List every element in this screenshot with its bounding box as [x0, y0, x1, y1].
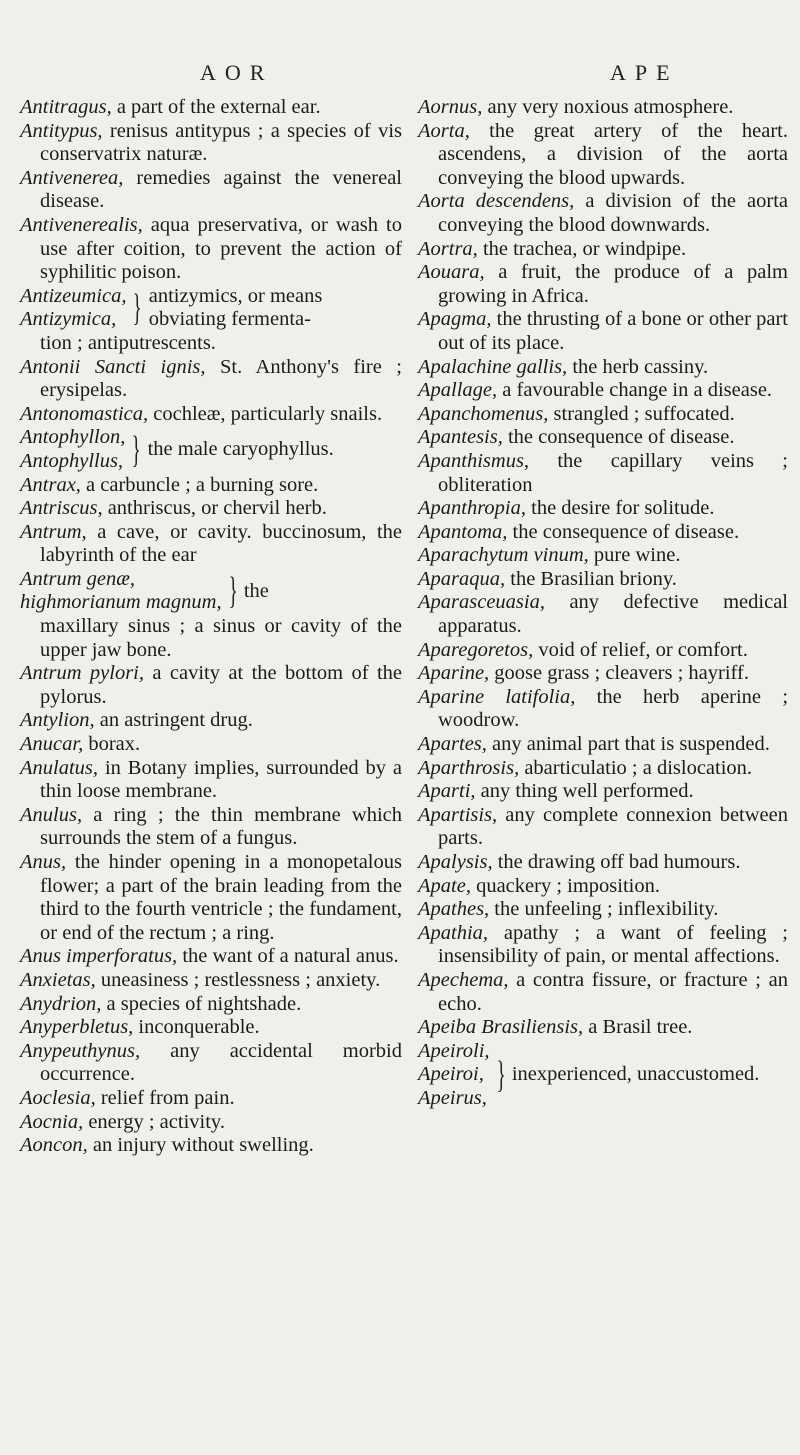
entry-term: Anus imperforatus, [20, 945, 178, 968]
entry-definition: a ring ; the thin membrane which surrounds the stem of a fungus. [40, 803, 402, 850]
dictionary-entry [418, 261, 788, 308]
entry-term: Apartes, [418, 733, 487, 756]
entry-term: Antylion, [20, 709, 95, 732]
entry-term: Anyperbletus, [20, 1016, 134, 1039]
entry-term: Antitragus, [20, 96, 112, 118]
entry-definition: inconquerable. [133, 1016, 260, 1039]
entry-term: Apathia, [418, 921, 489, 944]
dictionary-entry [418, 757, 788, 781]
entry-definition: the drawing off bad humours. [492, 851, 741, 873]
entry-definition: the great artery of the heart. ascendens, a division of the aorta conveying the blood upwards. [438, 119, 788, 189]
entry-definition: a favourable change in a disease. [497, 379, 773, 402]
brace-glyph: } [496, 1054, 506, 1097]
dictionary-entry [418, 379, 788, 403]
entry-definition: in Botany implies, surrounded by a thin loose membrane. [40, 756, 402, 803]
right-column [418, 96, 788, 1111]
dictionary-entry-group [20, 568, 402, 662]
entry-term: Apanthropia, [418, 497, 527, 520]
entry-term: Apantoma, [418, 520, 508, 543]
entry-term: Aoncon, [20, 1134, 88, 1157]
brace-glyph: } [228, 570, 238, 613]
entry-definition: remedies against the venereal disease. [40, 166, 402, 213]
entry-term: Aoclesia, [20, 1086, 96, 1109]
dictionary-entry [418, 497, 788, 521]
entry-definition: the trachea, or windpipe. [477, 237, 687, 260]
entry-term: Apantesis, [418, 426, 503, 449]
entry-definition: any defective medical apparatus. [438, 591, 788, 638]
dictionary-entry [418, 662, 788, 686]
dictionary-entry [418, 733, 788, 757]
entry-term: Apeiroi, [418, 1063, 484, 1086]
running-header [0, 60, 800, 88]
entry-term: Antophyllon, [20, 426, 126, 449]
entry-term: Aparti, [418, 780, 476, 803]
entry-term: Aouara, [418, 261, 485, 284]
entry-definition: any thing well performed. [475, 780, 694, 803]
entry-definition: renisus antitypus ; a species of vis conservatrix naturæ. [40, 119, 402, 166]
entry-term: Apallage, [418, 379, 498, 402]
dictionary-entry [418, 356, 788, 380]
brace-glyph: } [131, 428, 142, 471]
dictionary-entry [418, 426, 788, 450]
entry-definition: borax. [83, 733, 141, 756]
entry-term: Apalachine gallis, [418, 355, 568, 378]
dictionary-entry [20, 733, 402, 757]
dictionary-entry [20, 474, 402, 498]
entry-term: Anulatus, [20, 756, 99, 779]
left-column [20, 96, 402, 1158]
running-head-right: APE [610, 60, 679, 85]
entry-term: highmorianum magnum, [20, 591, 222, 614]
entry-definition: the desire for solitude. [526, 497, 715, 520]
entry-definition: antizymics, or means obviating fermenta- [148, 284, 323, 331]
dictionary-entry [20, 1087, 402, 1111]
entry-definition: pure wine. [588, 544, 681, 567]
dictionary-entry [418, 922, 788, 969]
dictionary-entry [20, 1016, 402, 1040]
entry-term: Aparthrosis, [418, 756, 520, 779]
entry-definition: goose grass ; cleavers ; hayriff. [489, 662, 749, 685]
dictionary-entry [20, 497, 402, 521]
entry-term: Aparine latifolia, [418, 685, 576, 708]
entry-definition: the consequence of disease. [502, 426, 735, 449]
entry-definition: a Brasil tree. [583, 1016, 693, 1039]
dictionary-entry [20, 945, 402, 969]
entry-term: Apate, [418, 874, 471, 897]
dictionary-entry [418, 804, 788, 851]
entry-term: Antitypus, [20, 119, 103, 142]
entry-term: Anxietas, [20, 968, 96, 991]
entry-definition: aqua preservativa, or wash to use after coition, to prevent the action of syphilitic poison. [40, 213, 402, 284]
dictionary-entry [20, 120, 402, 167]
dictionary-entry [418, 308, 788, 355]
entry-definition: an injury without swelling. [87, 1134, 314, 1157]
entry-definition: inexperienced, unaccustomed. [511, 1063, 760, 1086]
entry-definition: the hinder opening in a monopetalous flower; a part of the brain leading from the third to the fourth ventricle ; the fundament, or end of the rectum ; a ring. [40, 851, 402, 944]
entry-definition: any very noxious atmosphere. [482, 96, 734, 118]
entry-definition: a contra fissure, or fracture ; an echo. [438, 968, 788, 1015]
entry-term: Antivenerea, [20, 166, 124, 189]
entry-term: Apeiroli, [418, 1039, 490, 1062]
entry-continuation: tion ; antiputrescents. [40, 331, 216, 354]
entry-definition: relief from pain. [95, 1086, 235, 1109]
entry-term: Antonii Sancti ignis, [20, 355, 206, 378]
dictionary-entry [20, 1111, 402, 1135]
dictionary-entry [418, 898, 788, 922]
entry-definition: a cave, or cavity. buccinosum, the labyrinth of the ear [40, 520, 402, 567]
dictionary-entry [418, 875, 788, 899]
entry-term: Aocnia, [20, 1110, 84, 1133]
entry-definition: the capillary veins ; obliteration [438, 449, 788, 496]
dictionary-entry [418, 96, 788, 120]
dictionary-entry [418, 544, 788, 568]
entry-definition: quackery ; imposition. [470, 874, 660, 897]
entry-definition: anthriscus, or chervil herb. [102, 497, 327, 520]
entry-term: Anulus, [20, 803, 83, 826]
dictionary-entry [20, 1134, 402, 1158]
dictionary-entry [20, 403, 402, 427]
entry-definition: strangled ; suffocated. [548, 402, 735, 425]
entry-term: Antrax, [20, 473, 81, 496]
entry-definition: an astringent drug. [94, 709, 253, 732]
dictionary-entry [20, 662, 402, 709]
dictionary-entry [418, 591, 788, 638]
entry-term: Antophyllus, [20, 449, 124, 472]
entry-definition: a carbuncle ; a burning sore. [80, 473, 319, 496]
dictionary-entry [418, 568, 788, 592]
dictionary-entry [20, 521, 402, 568]
dictionary-entry [418, 780, 788, 804]
entry-definition: a division of the aorta conveying the blood downwards. [438, 190, 788, 236]
entry-term: Aparine, [418, 662, 490, 685]
dictionary-entry [20, 709, 402, 733]
entry-term: Apeiba Brasiliensis, [418, 1016, 584, 1039]
entry-definition: St. Anthony's fire ; erysipelas. [40, 355, 403, 402]
entry-term: Antizeumica, [20, 284, 127, 307]
dictionary-entry [20, 804, 402, 851]
entry-definition: any accidental morbid occurrence. [40, 1039, 402, 1086]
entry-term: Apagma, [418, 308, 492, 331]
entry-term: Apeirus, [418, 1086, 487, 1109]
entry-term: Antrum genæ, [20, 567, 136, 590]
entry-definition: the unfeeling ; inflexibility. [489, 898, 719, 921]
dictionary-entry [418, 403, 788, 427]
dictionary-entry [20, 851, 402, 945]
entry-term: Anucar, [20, 733, 84, 756]
entry-continuation: maxillary sinus ; a sinus or cavity of the upper jaw bone. [40, 615, 402, 661]
entry-definition: uneasiness ; restlessness ; anxiety. [95, 968, 381, 991]
entry-term: Aparegoretos, [418, 638, 534, 661]
dictionary-entry [418, 969, 788, 1016]
running-head-left: AOR [200, 60, 274, 85]
dictionary-entry [20, 969, 402, 993]
dictionary-entry [418, 639, 788, 663]
entry-definition: energy ; activity. [83, 1110, 225, 1133]
entry-definition: a part of the external ear. [111, 96, 321, 118]
entry-term: Apechema, [418, 968, 509, 991]
entry-term: Apartisis, [418, 803, 498, 826]
entry-term: Anypeuthynus, [20, 1039, 141, 1062]
entry-definition: apathy ; a want of feeling ; insensibility of pain, or mental affections. [438, 921, 788, 968]
dictionary-entry [418, 190, 788, 237]
entry-definition: the want of a natural anus. [177, 945, 399, 968]
dictionary-entry [418, 120, 788, 191]
dictionary-entry [20, 993, 402, 1017]
entry-definition: the Brasilian briony. [505, 567, 677, 590]
dictionary-entry [20, 757, 402, 804]
entry-term: Antrum, [20, 520, 87, 543]
dictionary-entry [418, 521, 788, 545]
entry-term: Antrum pylori, [20, 662, 144, 685]
dictionary-entry [418, 450, 788, 497]
entry-term: Aortra, [418, 237, 478, 260]
entry-term: Apathes, [418, 898, 490, 921]
entry-definition: a cavity at the bottom of the pylorus. [40, 662, 403, 708]
entry-definition: the consequence of disease. [507, 520, 740, 543]
entry-term: Aorta, [418, 119, 470, 142]
entry-term: Apanthismus, [418, 449, 530, 472]
entry-definition: abarticulatio ; a dislocation. [519, 756, 753, 779]
dictionary-entry [418, 686, 788, 733]
dictionary-entry [20, 1040, 402, 1087]
entry-definition: the herb cassiny. [567, 355, 709, 378]
entry-term: Anus, [20, 851, 67, 873]
entry-definition: cochleæ, particularly snails. [148, 402, 383, 425]
entry-definition: the thrusting of a bone or other part out of its place. [438, 308, 788, 354]
entry-term: Anydrion, [20, 992, 102, 1015]
entry-term: Aparaqua, [418, 567, 506, 590]
entry-term: Antivenerealis, [20, 213, 143, 236]
entry-term: Antriscus, [20, 497, 103, 520]
entry-term: Aornus, [418, 96, 483, 118]
entry-definition: a species of nightshade. [101, 992, 302, 1015]
dictionary-entry [20, 356, 402, 403]
entry-term: Apanchomenus, [418, 402, 549, 425]
dictionary-entry [418, 238, 788, 262]
entry-definition: a fruit, the produce of a palm growing in Africa. [438, 261, 788, 307]
dictionary-entry [20, 167, 402, 214]
entry-definition: the herb aperine ; woodrow. [438, 685, 789, 732]
entry-term: Aorta descendens, [418, 190, 575, 213]
entry-term: Aparasceuasia, [418, 591, 545, 614]
dictionary-entry [20, 96, 402, 120]
dictionary-entry [418, 1016, 788, 1040]
dictionary-entry-group [418, 1040, 788, 1111]
brace-glyph: } [133, 287, 143, 330]
entry-term: Antonomastica, [20, 402, 149, 425]
entry-definition: void of relief, or comfort. [533, 638, 748, 661]
entry-term: Antizymica, [20, 308, 117, 331]
entry-term: Aparachytum vinum, [418, 544, 589, 567]
dictionary-entry-group [20, 426, 402, 473]
dictionary-entry [418, 851, 788, 875]
entry-definition: any complete connexion between parts. [438, 803, 788, 850]
entry-definition: the male caryophyllus. [147, 438, 334, 461]
entry-term: Apalysis, [418, 851, 493, 873]
entry-definition: the [243, 579, 269, 602]
dictionary-entry-group [20, 285, 402, 356]
dictionary-entry [20, 214, 402, 285]
entry-definition: any animal part that is suspended. [486, 733, 770, 756]
